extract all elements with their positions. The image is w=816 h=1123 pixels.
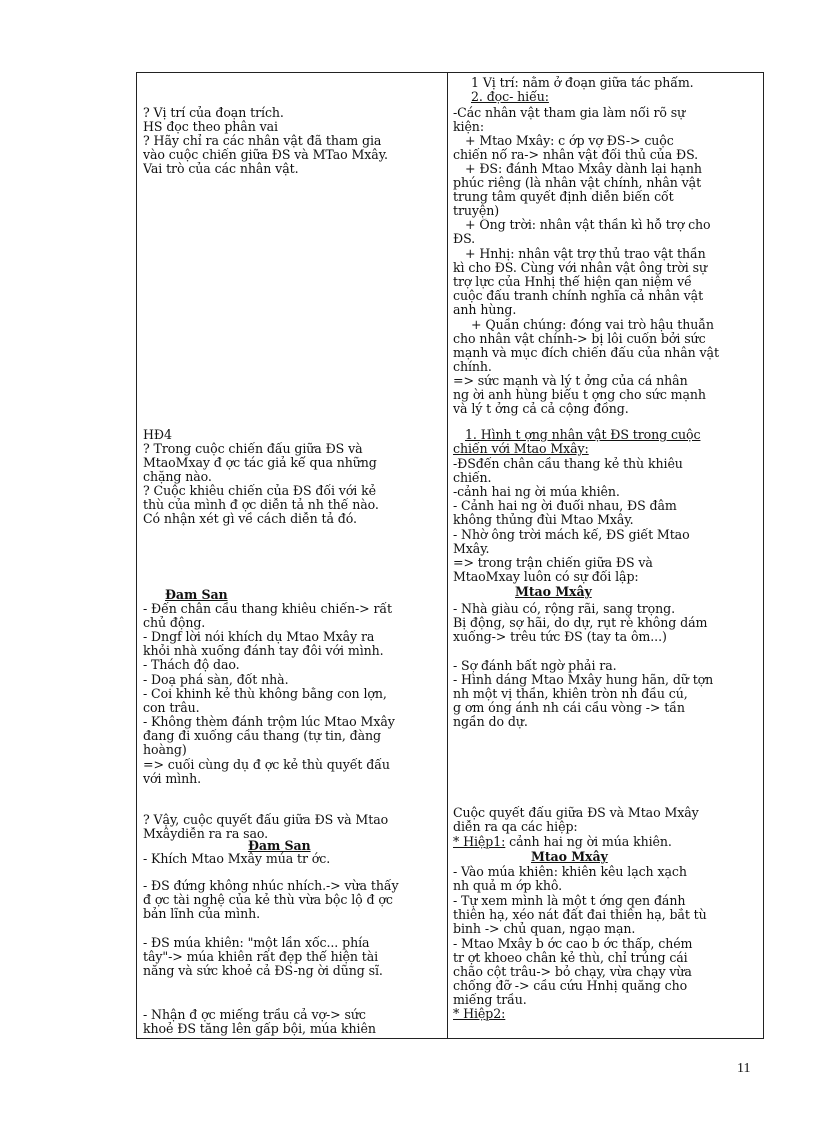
left-text-line: - Thách độ dao. [143, 658, 240, 672]
left-text-line: - Không thèm đánh trộm lúc Mtao Mxây [143, 715, 395, 729]
left-text-line: con trâu. [143, 701, 200, 715]
left-text-line: HĐ4 [143, 428, 172, 442]
left-text-line: Mxâydiễn ra ra sao. [143, 827, 269, 841]
right-text-line: + Quần chúng: đóng vai trò hậu thuẫn [471, 318, 714, 332]
left-text-line: với mình. [143, 772, 202, 786]
right-text-line: không thủng đùi Mtao Mxây. [453, 513, 634, 527]
right-text-line: cho nhân vật chính-> bị lôi cuốn bởi sức [453, 332, 706, 346]
right-text-line: - Hình dáng Mtao Mxây hung hãn, dữ tợn [453, 673, 714, 687]
right-text-line: cuộc đấu tranh chính nghĩa cả nhân vật [453, 289, 704, 303]
right-text-line: Cuộc quyết đấu giữa ĐS và Mtao Mxây [453, 806, 699, 820]
left-text-line: chủ động. [143, 616, 206, 630]
left-text-line: - Doạ phá sàn, đốt nhà. [143, 673, 289, 687]
right-text-line: xuống-> trêu tức ĐS (tay ta ôm...) [453, 630, 667, 644]
right-text-line: Mtao Mxây [531, 850, 608, 864]
right-text-line: 1. Hình t ợng nhân vật ĐS trong cuộc [465, 428, 701, 442]
right-text-line: + ĐS: đánh Mtao Mxây dành lại hạnh [465, 162, 702, 176]
page-number: 11 [737, 1061, 751, 1076]
left-text-line: ? Trong cuộc chiến đấu giữa ĐS và [143, 442, 363, 456]
right-text-line: trợ lực của Hnhị thể hiện qan niệm về [453, 275, 692, 289]
right-text-line: tr ợt khoeo chân kẻ thù, chỉ trúng cái [453, 951, 688, 965]
right-text-line: 1 Vị trí: nằm ở đoạn giữa tác phẩm. [471, 76, 694, 90]
left-text-line: ? Vị trí của đoạn trích. [143, 106, 284, 120]
right-text-line: - Cảnh hai ng ời đuổi nhau, ĐS đâm [453, 499, 677, 513]
left-text-line: - ĐS đứng không nhúc nhích.-> vừa thấy [143, 879, 399, 893]
right-text-line: kì cho ĐS. Cùng với nhân vật ông trời sự [453, 261, 707, 275]
left-text-line: HS đọc theo phân vai [143, 120, 278, 134]
right-text-line: chống đỡ -> cầu cứu Hnhị quăng cho [453, 979, 688, 993]
right-column [453, 73, 758, 1038]
right-text-line: truyện) [453, 204, 500, 218]
left-text-line: Có nhận xét gì về cách diễn tả đó. [143, 512, 357, 526]
right-text-line: - Mtao Mxây b ớc cao b ớc thấp, chém [453, 937, 693, 951]
right-text-line: chính. [453, 360, 492, 374]
left-text-line: khoẻ ĐS tăng lên gấp bội, múa khiên [143, 1022, 376, 1036]
right-text-line: + Hnhị: nhân vật trợ thủ trao vật thần [465, 247, 706, 261]
right-text-line: - Tự xem mình là một t ớng qen đánh [453, 894, 686, 908]
right-text-line: nh quả m ớp khô. [453, 879, 563, 893]
left-text-line: khỏi nhà xuống đánh tay đôi với mình. [143, 644, 384, 658]
left-text-line: vào cuộc chiến giữa ĐS và MTao Mxây. [143, 148, 388, 162]
right-text-line: -Các nhân vật tham gia làm nổi rõ sự [453, 106, 686, 120]
right-text-line: miếng trầu. [453, 993, 527, 1007]
right-text-line: binh -> chủ quan, ngạo mạn. [453, 922, 636, 936]
right-text-line: -cảnh hai ng ời múa khiên. [453, 485, 620, 499]
right-text-line: nh một vị thần, khiên tròn nh đầu cú, [453, 687, 688, 701]
right-text-line: chiến nổ ra-> nhân vật đối thủ của ĐS. [453, 148, 699, 162]
left-text-line: năng và sức khoẻ cả ĐS-ng ời dũng sĩ. [143, 964, 383, 978]
right-text-line: * Hiệp2: [453, 1007, 506, 1021]
right-text-line: - Nhà giàu có, rộng rãi, sang trọng. [453, 602, 675, 616]
left-text-line: ? Vậy, cuộc quyết đấu giữa ĐS và Mtao [143, 813, 389, 827]
left-text-line: - Coi khinh kẻ thù không bằng con lợn, [143, 687, 387, 701]
right-text-line: Mxây. [453, 542, 490, 556]
right-text-line: -ĐSđến chân cầu thang kẻ thù khiêu [453, 457, 683, 471]
right-text-line: chiến với Mtao Mxây: [453, 442, 589, 456]
right-text-line: + Mtao Mxây: c ớp vợ ĐS-> cuộc [465, 134, 674, 148]
left-text-line: bản lĩnh của mình. [143, 907, 261, 921]
right-text-line: diễn ra qa các hiệp: [453, 820, 578, 834]
right-text-line: - Vào múa khiên: khiên kêu lạch xạch [453, 865, 687, 879]
right-text-line: Mtao Mxây [515, 585, 592, 599]
right-text-line: * Hiệp1: cảnh hai ng ời múa khiên. [453, 835, 672, 849]
right-text-line: kiện: [453, 120, 484, 134]
left-text-line: - Nhận đ ợc miếng trầu cả vợ-> sức [143, 1008, 366, 1022]
left-column [143, 73, 439, 1038]
left-text-line: chặng nào. [143, 470, 212, 484]
right-text-line: và lý t ởng cả cả cộng đồng. [453, 402, 629, 416]
left-text-line: - Đến chân cầu thang khiêu chiến-> rất [143, 602, 393, 616]
column-divider [447, 73, 448, 1038]
left-text-line: Vai trò của các nhân vật. [143, 162, 299, 176]
right-text-line: ng ời anh hùng biểu t ợng cho sức mạnh [453, 388, 706, 402]
left-text-line: tây"-> múa khiên rất đẹp thể hiện tài [143, 950, 379, 964]
right-text-line: anh hùng. [453, 303, 517, 317]
right-text-line: ngần do dự. [453, 715, 528, 729]
left-text-line: ? Cuộc khiêu chiến của ĐS đối với kẻ [143, 484, 377, 498]
right-text-line: g ơm óng ánh nh cái cầu vòng -> tần [453, 701, 685, 715]
left-text-line: hoàng) [143, 743, 187, 757]
right-text-line: ĐS. [453, 232, 476, 246]
left-text-line: => cuối cùng dụ đ ợc kẻ thù quyết đấu [143, 758, 390, 772]
lesson-table [136, 72, 764, 1039]
left-text-line: đ ợc tài nghệ của kẻ thù vừa bộc lộ đ ợc [143, 893, 393, 907]
left-text-line: - Dngf lời nói khích dụ Mtao Mxây ra [143, 630, 375, 644]
right-text-line: - Nhờ ông trời mách kế, ĐS giết Mtao [453, 528, 690, 542]
right-text-line: - Sợ đánh bất ngờ phải ra. [453, 659, 617, 673]
right-text-line: + Ông trời: nhân vật thần kì hỗ trợ cho [465, 218, 711, 232]
right-text-line: mạnh và mục đích chiến đấu của nhân vật [453, 346, 719, 360]
right-text-line: chiến. [453, 471, 492, 485]
left-text-line: - ĐS múa khiên: "một lần xốc... phía [143, 936, 370, 950]
left-text-line: Đam San [165, 588, 228, 602]
right-text-line: thiên hạ, xéo nát đất đai thiên hạ, bắt tù [453, 908, 707, 922]
right-text-line: MtaoMxay luôn có sự đối lập: [453, 570, 639, 584]
right-text-line: trung tâm quyết định diễn biến cốt [453, 190, 674, 204]
right-text-line: Bị động, sợ hãi, do dự, rụt rè không dám [453, 616, 708, 630]
right-text-line: 2. đọc- hiểu: [471, 90, 549, 104]
right-text-line: chão cột trâu-> bỏ chạy, vừa chạy vừa [453, 965, 692, 979]
left-text-line: thù của mình đ ợc diễn tả nh thế nào. [143, 498, 379, 512]
left-text-line: ? Hãy chỉ ra các nhân vật đã tham gia [143, 134, 382, 148]
right-text-line: => sức mạnh và lý t ởng của cá nhân [453, 374, 688, 388]
right-text-line: phúc riêng (là nhân vật chính, nhân vật [453, 176, 702, 190]
left-text-line: đang đi xuống cầu thang (tự tin, đàng [143, 729, 382, 743]
left-text-line: Đam San [248, 839, 311, 853]
left-text-line: - Khích Mtao Mxây múa tr ớc. [143, 852, 331, 866]
left-text-line: MtaoMxay đ ợc tác giả kể qua những [143, 456, 377, 470]
right-text-line: => trong trận chiến giữa ĐS và [453, 556, 653, 570]
